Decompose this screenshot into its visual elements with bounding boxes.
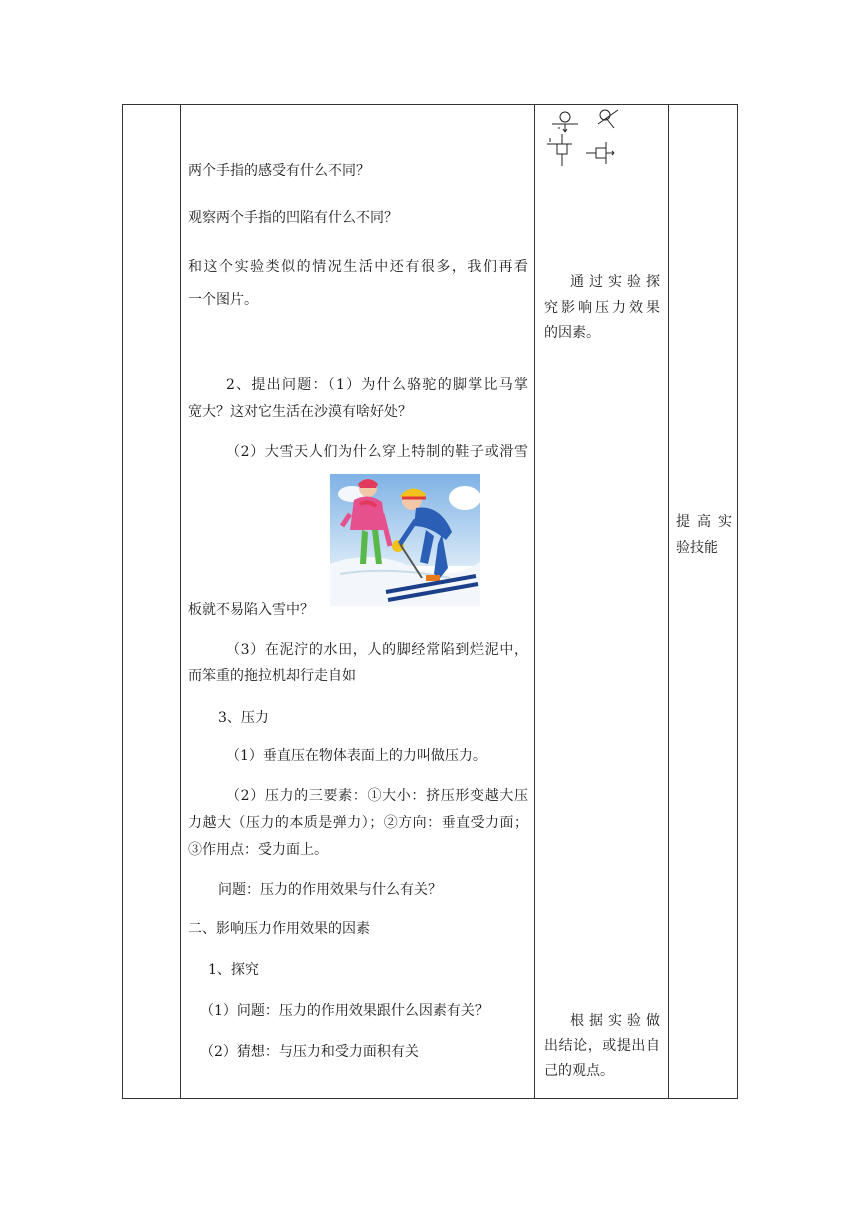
text-line: （2）大雪天人们为什么穿上特制的鞋子或滑雪 [226, 444, 528, 460]
column-divider [668, 105, 669, 1098]
text-line: 2、提出问题：（1）为什么骆驼的脚掌比马掌 [226, 377, 528, 393]
section-heading: 3、压力 [218, 710, 269, 726]
design-intent-text: 验技能 [676, 540, 718, 556]
text-line: 两个手指的感受有什么不同？ [188, 163, 370, 179]
text-line: ③作用点：受力面上。 [188, 842, 328, 858]
text-line: 观察两个手指的凹陷有什么不同？ [188, 210, 398, 226]
text-line: 和这个实验类似的情况生活中还有很多，我们再看 [188, 259, 528, 275]
text-line: （1）垂直压在物体表面上的力叫做压力。 [226, 748, 487, 764]
text-line: （2）猜想：与压力和受力面积有关 [200, 1044, 419, 1060]
text-line: 板就不易陷入雪中？ [188, 602, 314, 618]
text-line: 而笨重的拖拉机却行走自如 [188, 668, 356, 684]
text-line: 1、探究 [208, 962, 259, 978]
text-line: （3）在泥泞的水田，人的脚经常陷到烂泥中， [226, 642, 528, 658]
student-activity-text: 究影响压力效果 [544, 300, 660, 316]
student-activity-text: 通过实验探 [570, 274, 660, 290]
student-activity-text: 根据实验做 [570, 1013, 660, 1029]
text-line: 问题：压力的作用效果与什么有关？ [218, 882, 442, 898]
text-line: （1）问题：压力的作用效果跟什么因素有关？ [200, 1003, 489, 1019]
student-activity-text: 己的观点。 [544, 1063, 614, 1079]
section-heading: 二、影响压力作用效果的因素 [188, 921, 370, 937]
text-line: 力越大（压力的本质是弹力）；②方向：垂直受力面； [188, 815, 528, 831]
column-divider [534, 105, 535, 1098]
design-intent-text: 提高实 [676, 514, 732, 530]
text-line: 一个图片。 [188, 292, 258, 308]
student-activity-text: 的因素。 [544, 325, 600, 341]
student-activity-text: 出结论，或提出自 [544, 1038, 660, 1054]
text-line: （2）压力的三要素：①大小：挤压形变越大压 [226, 788, 528, 804]
column-divider [180, 105, 181, 1098]
text-line: 宽大？这对它生活在沙漠有啥好处？ [188, 404, 412, 420]
skiing-photo [330, 474, 480, 606]
force-diagram-icon [542, 108, 632, 170]
